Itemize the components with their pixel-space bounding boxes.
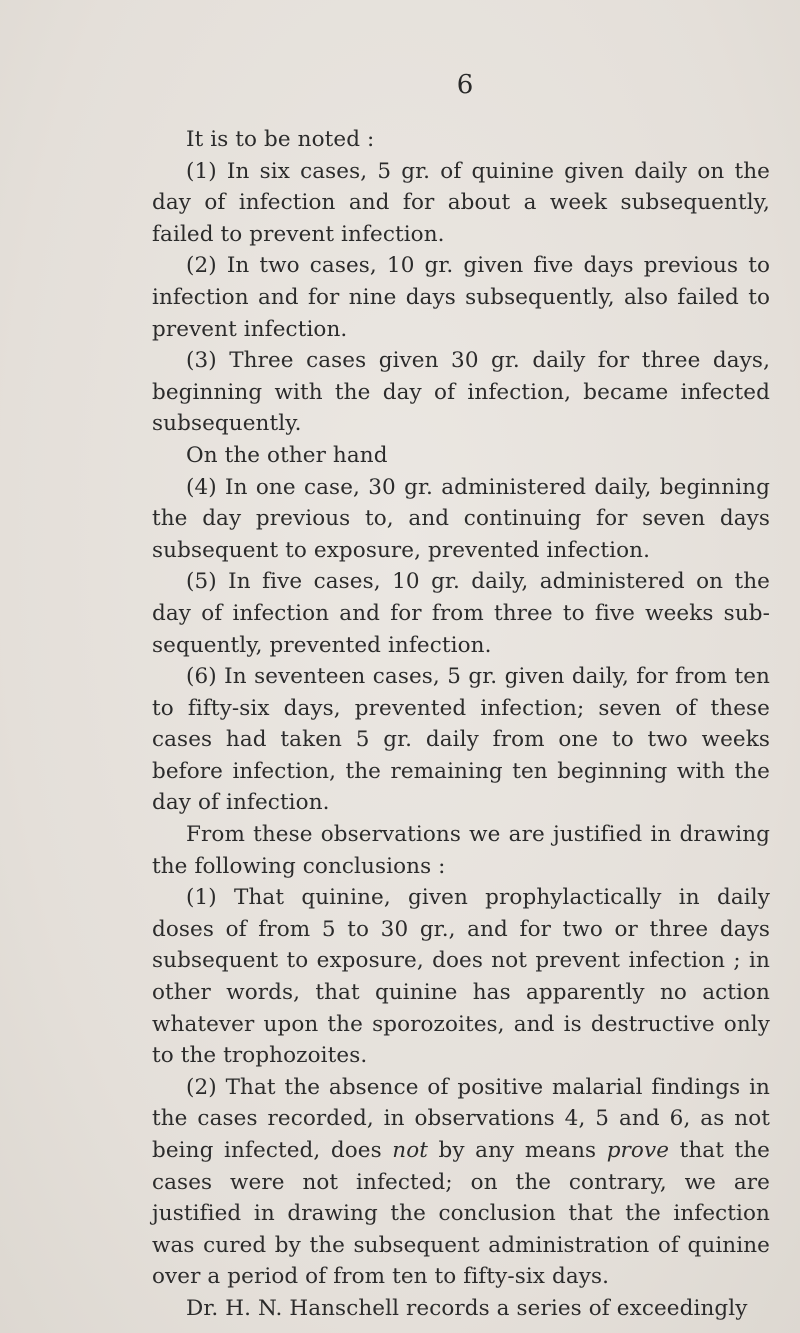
paragraph-observation-5: (5) In five cases, 10 gr. daily, administered on the day of infection and for from three to five weeks sub-sequently, prevented infection. <box>152 569 770 658</box>
body-text <box>152 124 770 1325</box>
conclusion-2-part-c: by any means <box>428 1138 607 1163</box>
paragraph-other-hand: On the other hand <box>186 442 388 468</box>
conclusion-2-emphasis-prove: prove <box>606 1138 670 1163</box>
paragraph-observation-1: (1) In six cases, 5 gr. of quinine given daily on the day of infection and for about a week subsequently, failed to prevent infection. <box>152 158 770 247</box>
paragraph-conclusions-intro: From these observations we are justified in drawing the following conclusions : <box>152 822 770 879</box>
conclusion-2-emphasis-not: not <box>392 1138 428 1163</box>
page-number: 6 <box>456 70 474 100</box>
paragraph-observation-2: (2) In two cases, 10 gr. given five days previous to infection and for nine days subsequently, also failed to prevent infection. <box>152 253 770 342</box>
conclusion-2-part-e: that the cases were not infected; on the contrary, we are justified in drawing the conclusion that the infection was cured by the subsequent administration of quinine over a period of from ten to fifty-six days. <box>152 1138 770 1290</box>
paragraph-observation-4: (4) In one case, 30 gr. administered daily, beginning the day previous to, and continuing for seven days subsequent to exposure, prevented infection. <box>152 474 770 563</box>
paragraph-conclusion-2 <box>152 1072 770 1293</box>
paragraph-observation-6: (6) In seventeen cases, 5 gr. given daily, for from ten to fifty-six days, prevented infection; seven of these cases had taken 5 gr. daily from one to two weeks before infection, the remaining ten beginning with the day of infection. <box>152 664 770 816</box>
paragraph-intro: It is to be noted : <box>186 127 375 152</box>
paragraph-conclusion-1: (1) That quinine, given prophylactically in daily doses of from 5 to 30 gr., and for two or three days subsequent to exposure, does not prevent infection ; in other words, that quinine has apparently no action whatever upon the sporozoites, and is destructive only to the trophozoites. <box>152 885 770 1069</box>
paragraph-hanschell: Dr. H. N. Hanschell records a series of exceedingly <box>186 1295 748 1321</box>
conclusion-2-part-a: (2) That the absence of positive malarial findings in the cases recorded, in observations 4, 5 and 6, as not being infected, does <box>152 1074 770 1163</box>
paragraph-observation-3: (3) Three cases given 30 gr. daily for three days, beginning with the day of infection, became infected subsequently. <box>152 348 770 437</box>
